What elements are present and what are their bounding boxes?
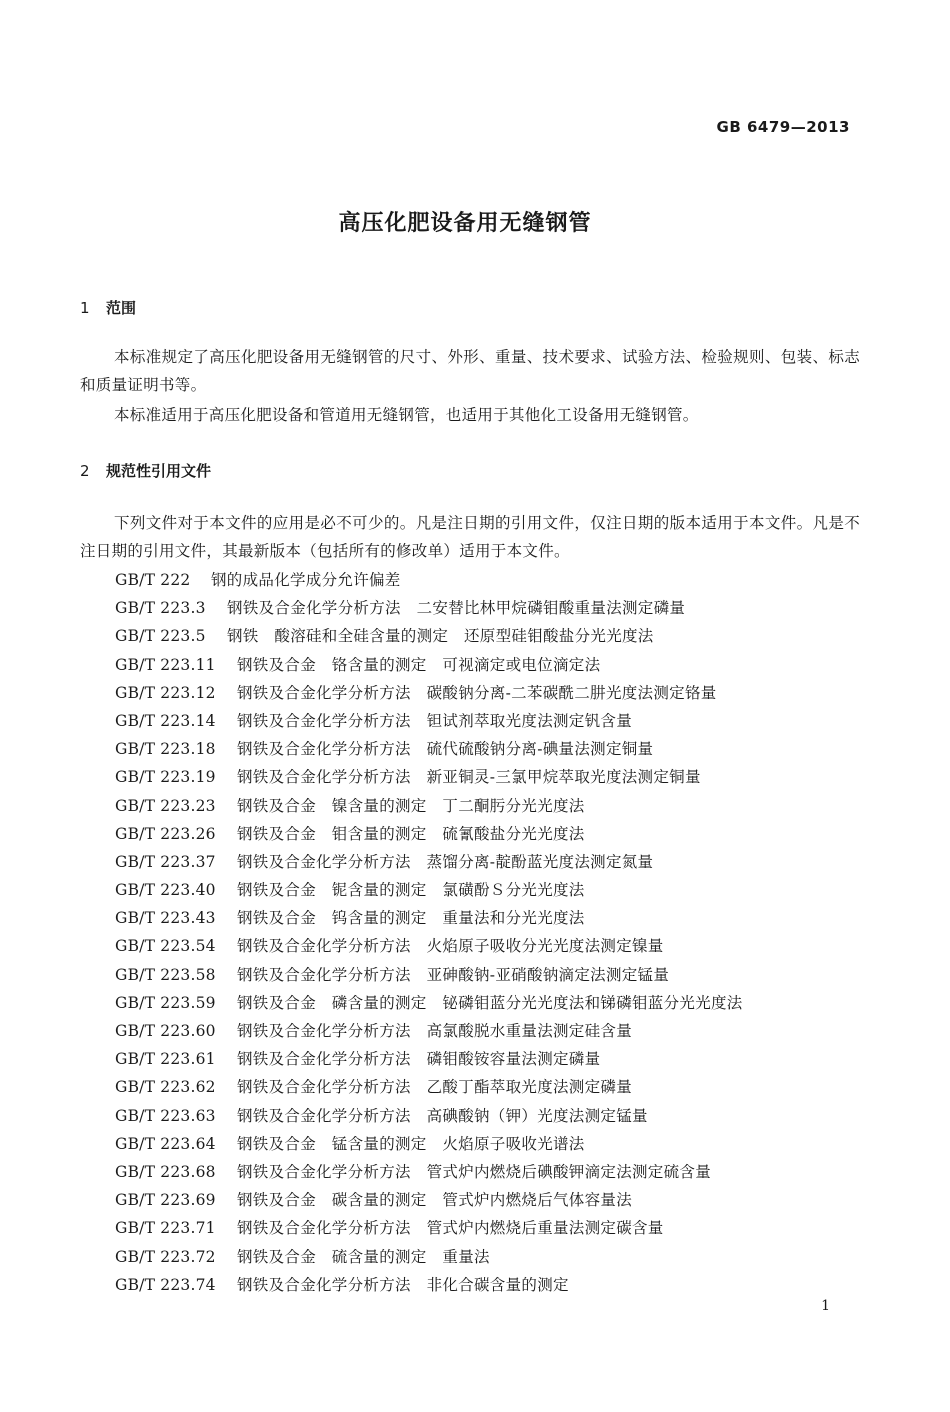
reference-item xyxy=(115,1045,875,1073)
reference-code: GB/T 223.71 xyxy=(115,1219,216,1238)
scope-paragraph-1: 本标准规定了高压化肥设备用无缝钢管的尺寸、外形、重量、技术要求、试验方法、检验规则、包装、标志和质量证明书等。 xyxy=(80,348,860,394)
reference-code: GB/T 223.14 xyxy=(115,711,216,730)
reference-item xyxy=(115,1271,875,1299)
reference-title: 钢铁及合金化学分析方法 磷钼酸铵容量法测定磷量 xyxy=(237,1050,601,1069)
reference-code: GB/T 223.62 xyxy=(115,1078,216,1097)
section-2-title: 规范性引用文件 xyxy=(106,462,212,480)
reference-item xyxy=(115,622,875,650)
section-1-title: 范围 xyxy=(106,299,137,317)
reference-code: GB/T 223.63 xyxy=(115,1106,216,1125)
reference-item xyxy=(115,932,875,960)
reference-code: GB/T 222 xyxy=(115,571,191,589)
references-intro: 下列文件对于本文件的应用是必不可少的。凡是注日期的引用文件，仅注日期的版本适用于本文件。凡是不注日期的引用文件，其最新版本（包括所有的修改单）适用于本文件。 xyxy=(80,514,860,560)
section-1-heading xyxy=(80,297,136,318)
reference-code: GB/T 223.43 xyxy=(115,909,216,928)
reference-item xyxy=(115,1158,875,1186)
reference-title: 钢铁及合金化学分析方法 二安替比林甲烷磷钼酸重量法测定磷量 xyxy=(227,599,686,618)
reference-code: GB/T 223.58 xyxy=(115,965,216,984)
reference-item xyxy=(115,876,875,904)
reference-item xyxy=(115,961,875,989)
reference-title: 钢铁及合金化学分析方法 高氯酸脱水重量法测定硅含量 xyxy=(237,1022,633,1040)
reference-item xyxy=(115,1102,875,1130)
reference-item xyxy=(115,1130,875,1158)
reference-item xyxy=(115,707,875,735)
reference-code: GB/T 223.19 xyxy=(115,768,216,787)
reference-title: 钢铁及合金 铌含量的测定 氯磺酚Ｓ分光光度法 xyxy=(237,881,585,900)
reference-title: 钢铁及合金 磷含量的测定 铋磷钼蓝分光光度法和锑磷钼蓝分光光度法 xyxy=(237,993,743,1012)
reference-code: GB/T 223.72 xyxy=(115,1247,216,1266)
reference-code: GB/T 223.68 xyxy=(115,1162,216,1181)
reference-code: GB/T 223.26 xyxy=(115,824,216,843)
reference-item xyxy=(115,594,875,622)
reference-code: GB/T 223.69 xyxy=(115,1191,216,1210)
reference-item xyxy=(115,1186,875,1214)
section-1-number: 1 xyxy=(80,299,90,317)
page-number: 1 xyxy=(821,1298,830,1314)
reference-title: 钢铁及合金 硫含量的测定 重量法 xyxy=(237,1247,490,1266)
reference-title: 钢铁及合金化学分析方法 管式炉内燃烧后碘酸钾滴定法测定硫含量 xyxy=(237,1162,712,1181)
reference-item xyxy=(115,735,875,763)
reference-code: GB/T 223.64 xyxy=(115,1134,216,1153)
reference-item xyxy=(115,566,875,594)
reference-title: 钢铁及合金化学分析方法 乙酸丁酯萃取光度法测定磷量 xyxy=(237,1078,633,1097)
reference-title: 钢铁及合金化学分析方法 亚砷酸钠-亚硝酸钠滴定法测定锰量 xyxy=(237,965,670,984)
section-2-number: 2 xyxy=(80,462,90,480)
reference-item xyxy=(115,1243,875,1271)
reference-title: 钢铁及合金化学分析方法 高碘酸钠（钾）光度法测定锰量 xyxy=(237,1106,648,1125)
reference-code: GB/T 223.5 xyxy=(115,627,206,646)
reference-code: GB/T 223.59 xyxy=(115,993,216,1012)
reference-title: 钢铁及合金化学分析方法 蒸馏分离-靛酚蓝光度法测定氮量 xyxy=(237,852,654,871)
reference-title: 钢铁及合金 钨含量的测定 重量法和分光光度法 xyxy=(237,909,585,928)
section-2-heading xyxy=(80,460,211,481)
document-title: 高压化肥设备用无缝钢管 xyxy=(338,211,592,236)
reference-code: GB/T 223.37 xyxy=(115,852,216,871)
reference-item xyxy=(115,679,875,707)
reference-title: 钢铁及合金 碳含量的测定 管式炉内燃烧后气体容量法 xyxy=(237,1191,633,1210)
reference-code: GB/T 223.61 xyxy=(115,1050,216,1069)
reference-item xyxy=(115,792,875,820)
reference-code: GB/T 223.3 xyxy=(115,599,206,618)
reference-item xyxy=(115,1214,875,1242)
reference-title: 钢铁及合金化学分析方法 钽试剂萃取光度法测定钒含量 xyxy=(237,711,633,730)
reference-code: GB/T 223.18 xyxy=(115,740,216,759)
reference-item xyxy=(115,989,875,1017)
reference-code: GB/T 223.74 xyxy=(115,1275,216,1294)
reference-item xyxy=(115,820,875,848)
reference-title: 钢铁及合金化学分析方法 硫代硫酸钠分离-碘量法测定铜量 xyxy=(237,740,654,759)
reference-code: GB/T 223.23 xyxy=(115,796,216,815)
reference-code: GB/T 223.40 xyxy=(115,881,216,900)
reference-title: 钢铁及合金 钼含量的测定 硫氰酸盐分光光度法 xyxy=(237,824,585,843)
reference-title: 钢铁及合金化学分析方法 碳酸钠分离-二苯碳酰二肼光度法测定铬量 xyxy=(237,683,717,702)
scope-paragraph-2: 本标准适用于高压化肥设备和管道用无缝钢管，也适用于其他化工设备用无缝钢管。 xyxy=(114,406,699,424)
reference-item xyxy=(115,848,875,876)
reference-title: 钢铁及合金化学分析方法 管式炉内燃烧后重量法测定碳含量 xyxy=(237,1219,664,1238)
reference-title: 钢铁及合金 锰含量的测定 火焰原子吸收光谱法 xyxy=(237,1134,585,1153)
reference-item xyxy=(115,904,875,932)
reference-item xyxy=(115,763,875,791)
standard-code: GB 6479—2013 xyxy=(716,118,850,136)
reference-title: 钢铁 酸溶硅和全硅含量的测定 还原型硅钼酸盐分光光度法 xyxy=(227,627,654,646)
reference-title: 钢铁及合金 镍含量的测定 丁二酮肟分光光度法 xyxy=(237,796,585,815)
reference-list xyxy=(115,566,875,1299)
reference-code: GB/T 223.12 xyxy=(115,683,216,702)
reference-code: GB/T 223.11 xyxy=(115,655,216,674)
reference-item xyxy=(115,651,875,679)
reference-code: GB/T 223.54 xyxy=(115,937,216,956)
reference-title: 钢铁及合金化学分析方法 火焰原子吸收分光光度法测定镍量 xyxy=(237,937,664,956)
reference-title: 钢的成品化学成分允许偏差 xyxy=(211,571,401,589)
reference-title: 钢铁及合金化学分析方法 非化合碳含量的测定 xyxy=(237,1275,569,1294)
reference-code: GB/T 223.60 xyxy=(115,1022,216,1040)
reference-item xyxy=(115,1017,875,1045)
reference-title: 钢铁及合金化学分析方法 新亚铜灵-三氯甲烷萃取光度法测定铜量 xyxy=(237,768,701,787)
reference-item xyxy=(115,1073,875,1101)
reference-title: 钢铁及合金 铬含量的测定 可视滴定或电位滴定法 xyxy=(237,655,601,674)
